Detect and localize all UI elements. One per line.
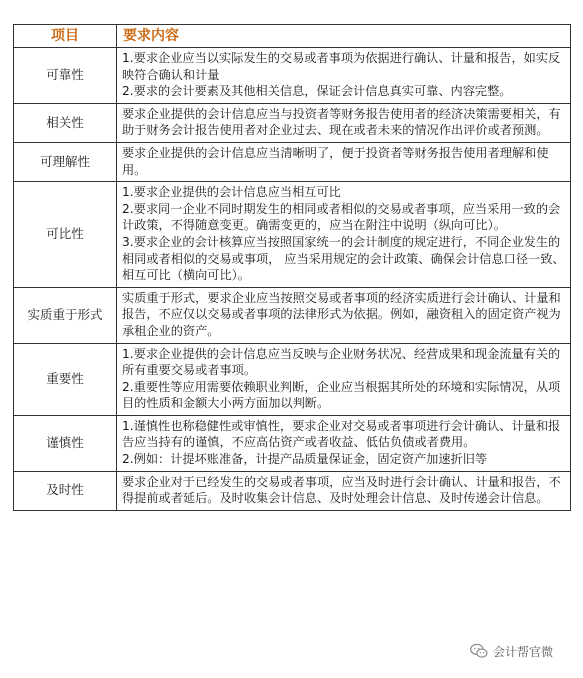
table-row bbox=[14, 142, 571, 181]
table-row bbox=[14, 415, 571, 471]
row-requirement-content bbox=[117, 415, 571, 471]
requirement-line: 要求企业对于已经发生的交易或者事项，应当及时进行会计确认、计量和报告，不得提前或者延后。及时收集会计信息、及时处理会计信息、及时传递会计信息。 bbox=[122, 474, 561, 506]
requirement-line: 2.要求同一企业不同时期发生的相同或者相似的交易或者事项，应当采用一致的会计政策，不得随意变更。确需变更的，应当在附注中说明（纵向可比）。 bbox=[122, 201, 561, 233]
requirement-line: 1.要求企业提供的会计信息应当反映与企业财务状况、经营成果和现金流量有关的所有重要交易或者事项。 bbox=[122, 346, 561, 378]
requirement-line: 要求企业提供的会计信息应当与投资者等财务报告使用者的经济决策需要相关，有助于财务会计报告使用者对企业过去、现在或者未来的情况作出评价或者预测。 bbox=[122, 106, 561, 138]
requirement-line: 1.要求企业应当以实际发生的交易或者事项为依据进行确认、计量和报告，如实反映符合确认和计量 bbox=[122, 51, 561, 82]
requirement-line: 1.谨慎性也称稳健性或审慎性，要求企业对交易或者事项进行会计确认、计量和报告应当持有的谨慎，不应高估资产或者收益、低估负债或者费用。 bbox=[122, 418, 561, 450]
watermark bbox=[466, 640, 556, 662]
row-item-name: 可靠性 bbox=[14, 48, 117, 104]
row-item-name: 谨慎性 bbox=[14, 415, 117, 471]
header-item: 项目 bbox=[14, 25, 117, 48]
row-item-name: 及时性 bbox=[14, 471, 117, 510]
row-requirement-content bbox=[117, 182, 571, 288]
requirement-line: 2.要求的会计要素及其他相关信息，保证会计信息真实可靠、内容完整。 bbox=[122, 84, 512, 99]
row-requirement-content bbox=[117, 48, 571, 104]
table-row bbox=[14, 103, 571, 142]
row-requirement-content bbox=[117, 287, 571, 343]
row-requirement-content bbox=[117, 103, 571, 142]
table-row bbox=[14, 182, 571, 288]
requirement-line: 要求企业提供的会计信息应当清晰明了，便于投资者等财务报告使用者理解和使用。 bbox=[122, 145, 549, 177]
header-content: 要求内容 bbox=[117, 25, 571, 48]
accounting-principles-table bbox=[13, 24, 571, 511]
requirement-line: 2.重要性等应用需要依赖职业判断，企业应当根据其所处的环境和实际情况，从项目的性质和金额大小两方面加以判断。 bbox=[122, 379, 561, 411]
table-row bbox=[14, 471, 571, 510]
table-row bbox=[14, 343, 571, 415]
row-requirement-content bbox=[117, 343, 571, 415]
row-item-name: 重要性 bbox=[14, 343, 117, 415]
row-item-name: 相关性 bbox=[14, 103, 117, 142]
requirement-line: 3.要求企业的会计核算应当按照国家统一的会计制度的规定进行，不同企业发生的相同或者相似的交易或事项， 应当采用规定的会计政策、确保会计信息口径一致、相互可比（横向可比）。 bbox=[122, 234, 565, 283]
row-item-name: 可理解性 bbox=[14, 142, 117, 181]
table-header-row bbox=[14, 25, 571, 48]
requirement-line: 1.要求企业提供的会计信息应当相互可比 bbox=[122, 185, 341, 200]
requirements-table-container bbox=[13, 24, 570, 511]
row-item-name: 可比性 bbox=[14, 182, 117, 288]
table-body bbox=[14, 48, 571, 511]
requirement-line: 实质重于形式，要求企业应当按照交易或者事项的经济实质进行会计确认、计量和报告，不应仅以交易或者事项的法律形式为依据。例如，融资租入的固定资产视为承租企业的资产。 bbox=[122, 290, 561, 338]
requirement-line: 2.例如：计提坏账准备，计提产品质量保证金，固定资产加速折旧等 bbox=[122, 452, 488, 467]
watermark-text: 会计帮官微 bbox=[493, 644, 554, 659]
table-row bbox=[14, 48, 571, 104]
row-requirement-content bbox=[117, 471, 571, 510]
wechat-icon bbox=[469, 641, 489, 661]
row-requirement-content bbox=[117, 142, 571, 181]
table-row bbox=[14, 287, 571, 343]
row-item-name: 实质重于形式 bbox=[14, 287, 117, 343]
